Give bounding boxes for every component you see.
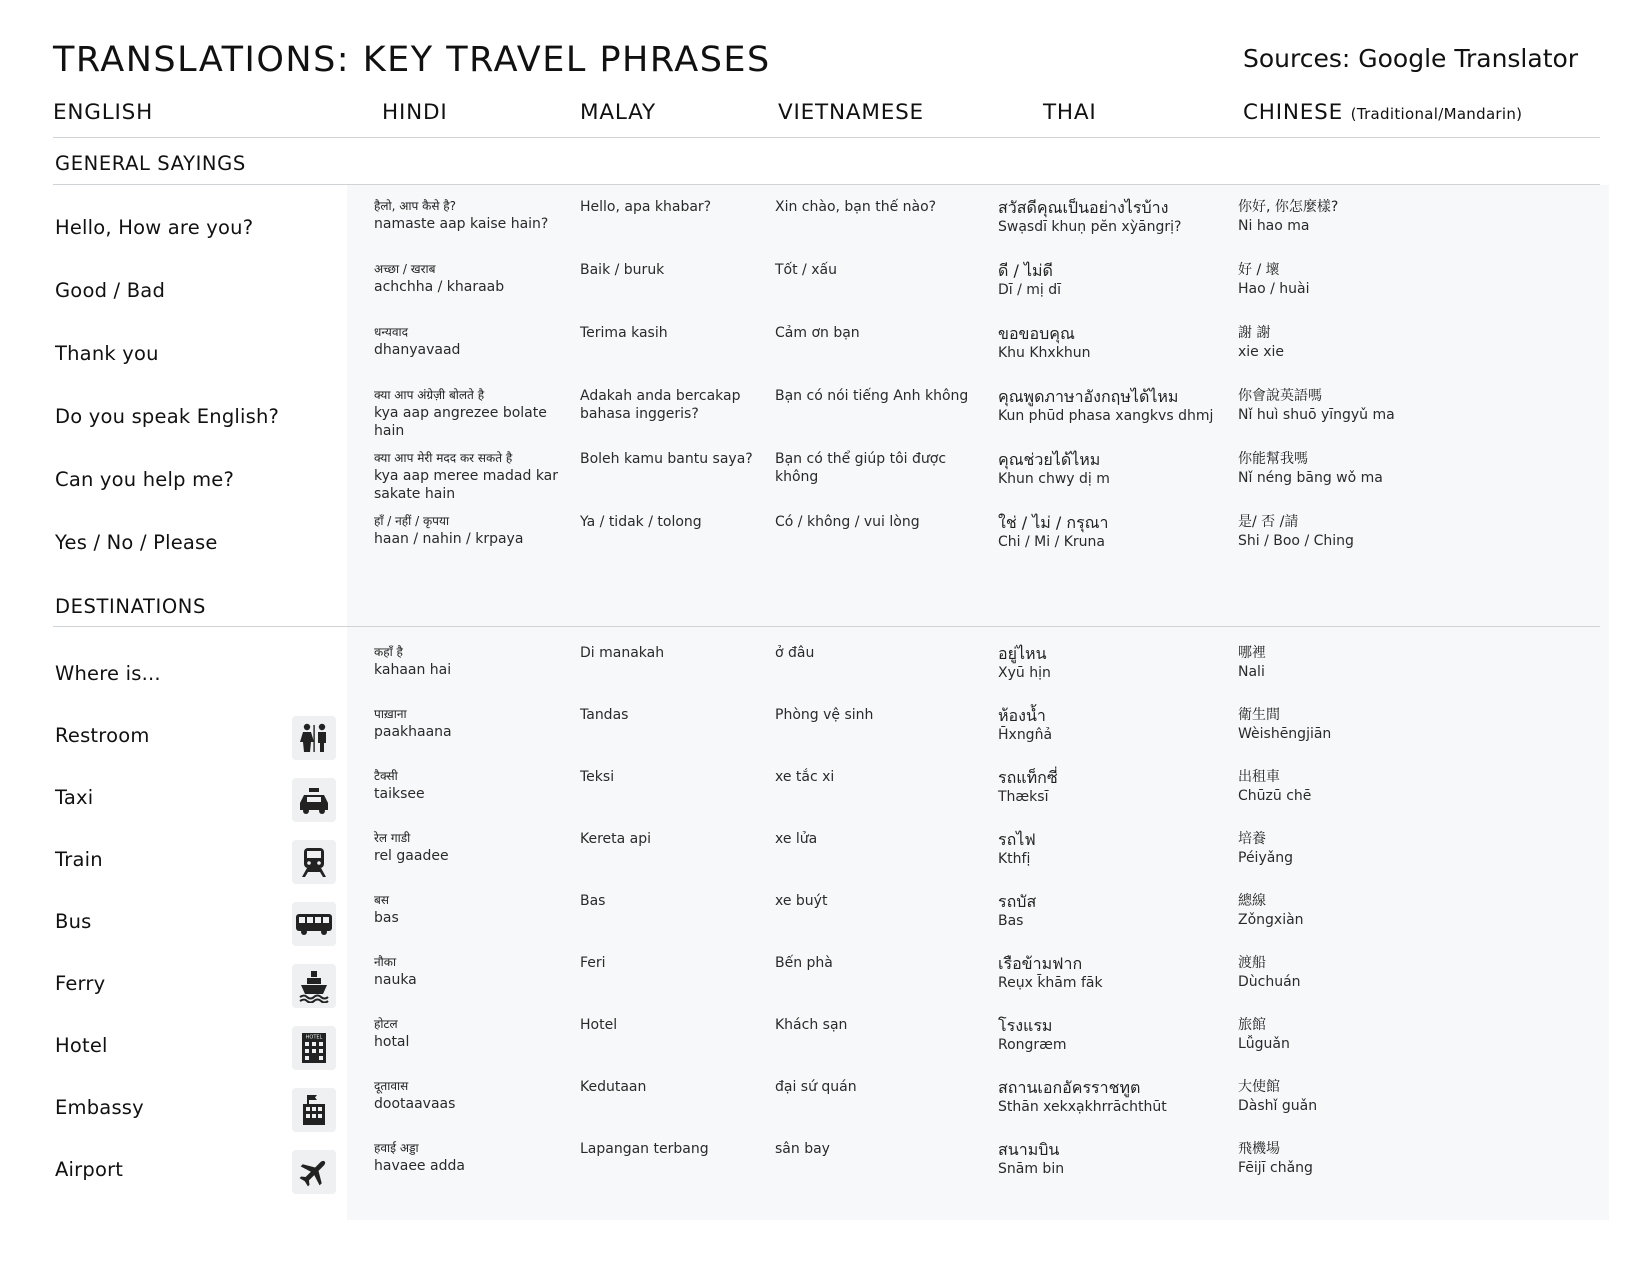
chinese-cell — [1238, 513, 1458, 550]
vietnamese-cell-text: Có / không / vui lòng — [775, 514, 920, 530]
thai-cell — [998, 513, 1223, 551]
thai-cell-native: ขอขอบคุณ — [998, 324, 1075, 343]
hindi-cell — [374, 513, 559, 548]
hindi-cell-text: nauka — [374, 972, 417, 988]
english-phrase: Hello, How are you? — [55, 216, 254, 239]
malay-cell — [580, 830, 760, 848]
malay-cell-text: Kedutaan — [580, 1079, 647, 1095]
thai-cell-text: Thæksī — [998, 789, 1049, 805]
chinese-cell-native: 你能幫我嗎 — [1238, 451, 1308, 467]
vietnamese-cell-text: Phòng vệ sinh — [775, 707, 874, 723]
vietnamese-cell — [775, 387, 975, 405]
table-row — [0, 830, 1650, 890]
english-phrase: Airport — [55, 1158, 124, 1181]
thai-cell-native: ดี / ไม่ดี — [998, 261, 1053, 280]
hindi-cell-text: kya aap angrezee bolate hain — [374, 405, 547, 439]
thai-cell — [998, 892, 1223, 930]
column-header-english: ENGLISH — [53, 100, 154, 125]
thai-cell-text: Kun phūd phasa xangkvs dhmj — [998, 408, 1214, 424]
chinese-cell — [1238, 198, 1458, 235]
thai-cell — [998, 954, 1223, 992]
chinese-cell — [1238, 706, 1458, 743]
vietnamese-cell — [775, 1078, 975, 1096]
airplane-icon — [292, 1150, 336, 1194]
taxi-icon — [292, 778, 336, 822]
vietnamese-cell — [775, 768, 975, 786]
malay-cell — [580, 1016, 760, 1034]
malay-cell-text: Di manakah — [580, 645, 665, 661]
thai-cell-native: อยู่ไหน — [998, 644, 1047, 663]
hindi-cell-text: taiksee — [374, 786, 425, 802]
hindi-cell-native: टैक्सी — [374, 769, 398, 783]
chinese-cell — [1238, 1016, 1458, 1053]
hindi-cell — [374, 768, 559, 803]
table-row — [0, 644, 1650, 704]
section-heading-general: GENERAL SAYINGS — [55, 152, 246, 175]
malay-cell — [580, 954, 760, 972]
chinese-cell-text: xie xie — [1238, 344, 1285, 360]
hindi-cell-native: होटल — [374, 1017, 398, 1031]
thai-cell — [998, 1016, 1223, 1054]
hindi-cell — [374, 1016, 559, 1051]
malay-cell — [580, 198, 760, 216]
chinese-cell-text: Dùchuán — [1238, 974, 1301, 990]
chinese-cell-native: 出租車 — [1238, 769, 1280, 785]
malay-cell-text: Ya / tidak / tolong — [580, 514, 702, 530]
hindi-cell — [374, 892, 559, 927]
thai-cell-text: Snām bin — [998, 1161, 1065, 1177]
english-phrase: Taxi — [55, 786, 94, 809]
sources-label: Sources: — [1243, 44, 1351, 73]
thai-cell-native: สนามบิน — [998, 1140, 1060, 1159]
hindi-cell — [374, 1078, 559, 1113]
chinese-cell — [1238, 954, 1458, 991]
hindi-cell-native: दूतावास — [374, 1079, 409, 1093]
vietnamese-cell-text: xe buýt — [775, 893, 828, 909]
vietnamese-cell-text: Tốt / xấu — [775, 262, 837, 278]
thai-cell-native: สวัสดีคุณเป็นอย่างไรบ้าง — [998, 198, 1169, 217]
chinese-sublabel: (Traditional/Mandarin) — [1350, 105, 1523, 123]
hindi-cell — [374, 954, 559, 989]
malay-cell — [580, 768, 760, 786]
thai-cell-native: รถแท็กซี่ — [998, 768, 1058, 787]
english-phrase: Can you help me? — [55, 468, 235, 491]
chinese-cell-text: Péiyǎng — [1238, 850, 1294, 866]
hindi-cell — [374, 387, 559, 440]
malay-cell — [580, 892, 760, 910]
chinese-cell — [1238, 768, 1458, 805]
vietnamese-cell-text: Cảm ơn bạn — [775, 325, 860, 341]
restroom-icon — [292, 716, 336, 760]
malay-cell — [580, 1078, 760, 1096]
chinese-cell — [1238, 1140, 1458, 1177]
hindi-cell-native: नौका — [374, 955, 397, 969]
thai-cell — [998, 387, 1223, 425]
english-phrase: Yes / No / Please — [55, 531, 218, 554]
chinese-cell — [1238, 892, 1458, 929]
thai-cell-native: โรงแรม — [998, 1016, 1053, 1035]
header-divider — [53, 137, 1600, 138]
malay-cell-text: Bas — [580, 893, 606, 909]
thai-cell-native: ใช่ / ไม่ / กรุณา — [998, 513, 1109, 532]
hindi-cell-text: hotal — [374, 1034, 410, 1050]
hindi-cell-native: क्या आप अंग्रेज़ी बोलते है — [374, 388, 485, 402]
english-phrase: Ferry — [55, 972, 106, 995]
vietnamese-cell-text: ở đâu — [775, 645, 815, 661]
section-divider-destinations — [53, 626, 1600, 627]
embassy-icon — [292, 1088, 336, 1132]
hindi-cell-native: हवाई अड्डा — [374, 1141, 419, 1155]
vietnamese-cell — [775, 706, 975, 724]
thai-cell-text: Swạsdī khuṇ pĕn xỳāngrị? — [998, 219, 1182, 235]
hindi-cell-text: kya aap meree madad kar sakate hain — [374, 468, 559, 502]
english-phrase: Restroom — [55, 724, 150, 747]
vietnamese-cell — [775, 1016, 975, 1034]
chinese-cell-text: Nǐ néng bāng wǒ ma — [1238, 470, 1383, 486]
vietnamese-cell — [775, 892, 975, 910]
chinese-cell-text: Dàshǐ guǎn — [1238, 1098, 1318, 1114]
thai-cell-text: Dī / mị dī — [998, 282, 1062, 298]
vietnamese-cell — [775, 450, 975, 486]
vietnamese-cell-text: Bạn có nói tiếng Anh không — [775, 388, 969, 404]
thai-cell-text: Xyū hịn — [998, 665, 1051, 681]
thai-cell — [998, 450, 1223, 488]
vietnamese-cell — [775, 198, 975, 216]
hindi-cell — [374, 706, 559, 741]
hindi-cell-native: हाँ / नहीं / कृपया — [374, 514, 450, 528]
sources-note — [1243, 44, 1578, 73]
thai-cell-text: Bas — [998, 913, 1024, 929]
hindi-cell-text: bas — [374, 910, 399, 926]
malay-cell — [580, 513, 760, 531]
malay-cell-text: Teksi — [580, 769, 615, 785]
chinese-cell-text: Zǒngxiàn — [1238, 912, 1304, 928]
vietnamese-cell — [775, 830, 975, 848]
thai-cell — [998, 198, 1223, 236]
thai-cell — [998, 706, 1223, 744]
hindi-cell-native: पाख़ाना — [374, 707, 407, 721]
hindi-cell — [374, 1140, 559, 1175]
hindi-cell-text: paakhaana — [374, 724, 452, 740]
chinese-cell-native: 你會說英語嗎 — [1238, 388, 1322, 404]
table-row — [0, 387, 1650, 447]
section-heading-destinations: DESTINATIONS — [55, 595, 206, 618]
malay-cell-text: Boleh kamu bantu saya? — [580, 451, 753, 467]
vietnamese-cell-text: Bến phà — [775, 955, 833, 971]
chinese-cell-native: 你好, 你怎麼樣? — [1238, 199, 1339, 215]
hindi-cell-text: namaste aap kaise hain? — [374, 216, 549, 232]
table-row — [0, 954, 1650, 1014]
thai-cell-native: ห้องน้ำ — [998, 706, 1046, 725]
chinese-label: CHINESE — [1243, 100, 1344, 125]
thai-cell-text: Sthān xekxạkhrrāchthūt — [998, 1099, 1167, 1115]
svg-text:HOTEL: HOTEL — [305, 1034, 323, 1041]
table-row — [0, 1140, 1650, 1200]
vietnamese-cell — [775, 1140, 975, 1158]
vietnamese-cell — [775, 644, 975, 662]
hindi-cell-native: धन्यवाद — [374, 325, 409, 339]
chinese-cell-text: Wèishēngjiān — [1238, 726, 1332, 742]
hindi-cell — [374, 261, 559, 296]
malay-cell-text: Terima kasih — [580, 325, 668, 341]
thai-cell-native: คุณช่วยได้ไหม — [998, 450, 1101, 469]
malay-cell-text: Lapangan terbang — [580, 1141, 709, 1157]
thai-cell — [998, 830, 1223, 868]
chinese-cell — [1238, 324, 1458, 361]
hindi-cell-native: रेल गाडी — [374, 831, 411, 845]
chinese-cell-native: 哪裡 — [1238, 645, 1266, 661]
malay-cell — [580, 450, 760, 468]
vietnamese-cell-text: đại sứ quán — [775, 1079, 857, 1095]
english-phrase: Good / Bad — [55, 279, 166, 302]
hindi-cell-text: dhanyavaad — [374, 342, 461, 358]
thai-cell-native: คุณพูดภาษาอังกฤษได้ไหม — [998, 387, 1179, 406]
chinese-cell-native: 衛生間 — [1238, 707, 1280, 723]
column-header-vietnamese: VIETNAMESE — [778, 100, 924, 125]
thai-cell-text: Khu Khxkhun — [998, 345, 1091, 361]
chinese-cell-text: Nali — [1238, 664, 1265, 680]
english-phrase: Do you speak English? — [55, 405, 280, 428]
chinese-cell — [1238, 1078, 1458, 1115]
chinese-cell-native: 旅館 — [1238, 1017, 1266, 1033]
hindi-cell-native: कहाँ है — [374, 645, 403, 659]
thai-cell — [998, 1140, 1223, 1178]
vietnamese-cell — [775, 261, 975, 279]
thai-cell-text: Reụx k̄hām fāk — [998, 975, 1103, 991]
table-row — [0, 513, 1650, 573]
table-row — [0, 1078, 1650, 1138]
vietnamese-cell — [775, 324, 975, 342]
vietnamese-cell-text: sân bay — [775, 1141, 830, 1157]
malay-cell — [580, 706, 760, 724]
malay-cell — [580, 324, 760, 342]
hindi-cell-native: क्या आप मेरी मदद कर सकते है — [374, 451, 513, 465]
chinese-cell-text: Fēijī chǎng — [1238, 1160, 1313, 1176]
table-row — [0, 198, 1650, 258]
malay-cell — [580, 387, 760, 423]
malay-cell-text: Kereta api — [580, 831, 652, 847]
chinese-cell — [1238, 450, 1458, 487]
thai-cell-native: รถบัส — [998, 892, 1037, 911]
thai-cell-text: Rongræm — [998, 1037, 1067, 1053]
malay-cell-text: Tandas — [580, 707, 629, 723]
column-header-malay: MALAY — [580, 100, 656, 125]
hindi-cell-native: बस — [374, 893, 389, 907]
malay-cell-text: Adakah anda bercakap bahasa inggeris? — [580, 388, 741, 422]
chinese-cell — [1238, 830, 1458, 867]
chinese-cell — [1238, 387, 1458, 424]
chinese-cell-text: Chūzū chē — [1238, 788, 1312, 804]
malay-cell-text: Baik / buruk — [580, 262, 665, 278]
malay-cell — [580, 261, 760, 279]
hotel-icon — [292, 1026, 336, 1070]
vietnamese-cell — [775, 954, 975, 972]
table-row — [0, 768, 1650, 828]
table-row — [0, 261, 1650, 321]
column-header-chinese — [1243, 100, 1522, 125]
hindi-cell — [374, 830, 559, 865]
chinese-cell — [1238, 261, 1458, 298]
hindi-cell-native: अच्छा / खराब — [374, 262, 436, 276]
vietnamese-cell-text: Bạn có thể giúp tôi được không — [775, 451, 947, 485]
english-phrase: Where is... — [55, 662, 161, 685]
chinese-cell-native: 培養 — [1238, 831, 1266, 847]
column-header-thai: THAI — [1043, 100, 1097, 125]
hindi-cell-text: haan / nahin / krpaya — [374, 531, 524, 547]
chinese-cell-text: Hao / huài — [1238, 281, 1310, 297]
bus-icon — [292, 902, 336, 946]
english-phrase: Hotel — [55, 1034, 108, 1057]
sources-value: Google Translator — [1358, 44, 1579, 73]
chinese-cell-text: Shi / Boo / Ching — [1238, 533, 1354, 549]
table-row — [0, 892, 1650, 952]
english-phrase: Embassy — [55, 1096, 144, 1119]
english-phrase: Bus — [55, 910, 92, 933]
hindi-cell-text: dootaavaas — [374, 1096, 456, 1112]
vietnamese-cell — [775, 513, 975, 531]
vietnamese-cell-text: xe tắc xi — [775, 769, 835, 785]
thai-cell-text: Chi / Mi / Kruna — [998, 534, 1106, 550]
thai-cell — [998, 324, 1223, 362]
chinese-cell-native: 謝 謝 — [1238, 325, 1271, 341]
table-row — [0, 1016, 1650, 1076]
table-row — [0, 324, 1650, 384]
vietnamese-cell-text: Xin chào, bạn thế nào? — [775, 199, 937, 215]
malay-cell — [580, 644, 760, 662]
thai-cell-native: เรือข้ามฟาก — [998, 954, 1083, 973]
chinese-cell — [1238, 644, 1458, 681]
hindi-cell-text: kahaan hai — [374, 662, 452, 678]
hindi-cell-native: हैलो, आप कैसे है? — [374, 199, 457, 213]
thai-cell — [998, 1078, 1223, 1116]
malay-cell-text: Hello, apa khabar? — [580, 199, 712, 215]
chinese-cell-native: 好 / 壞 — [1238, 262, 1280, 278]
table-row — [0, 450, 1650, 510]
chinese-cell-native: 渡船 — [1238, 955, 1266, 971]
hindi-cell-text: rel gaadee — [374, 848, 449, 864]
malay-cell — [580, 1140, 760, 1158]
ferry-icon — [292, 964, 336, 1008]
thai-cell — [998, 644, 1223, 682]
thai-cell-text: Kthfị — [998, 851, 1031, 867]
column-header-hindi: HINDI — [382, 100, 448, 125]
chinese-cell-text: Lǚguǎn — [1238, 1036, 1290, 1052]
malay-cell-text: Hotel — [580, 1017, 618, 1033]
vietnamese-cell-text: Khách sạn — [775, 1017, 848, 1033]
table-row — [0, 706, 1650, 766]
vietnamese-cell-text: xe lửa — [775, 831, 818, 847]
thai-cell-text: Khun chwy dị m — [998, 471, 1110, 487]
hindi-cell — [374, 324, 559, 359]
thai-cell-native: รถไฟ — [998, 830, 1036, 849]
chinese-cell-native: 大使館 — [1238, 1079, 1280, 1095]
page-title: TRANSLATIONS: KEY TRAVEL PHRASES — [53, 40, 771, 80]
hindi-cell — [374, 198, 559, 233]
hindi-cell-text: havaee adda — [374, 1158, 465, 1174]
chinese-cell-native: 飛機場 — [1238, 1141, 1280, 1157]
english-phrase: Thank you — [55, 342, 159, 365]
chinese-cell-text: Ni hao ma — [1238, 218, 1310, 234]
chinese-cell-native: 是/ 否 /請 — [1238, 514, 1299, 530]
chinese-cell-text: Nǐ huì shuō yīngyǔ ma — [1238, 407, 1395, 423]
thai-cell-text: H̄xngn̂ả — [998, 727, 1053, 743]
chinese-cell-native: 總線 — [1238, 893, 1266, 909]
hindi-cell-text: achchha / kharaab — [374, 279, 505, 295]
section-divider-general — [53, 184, 1600, 185]
train-icon — [292, 840, 336, 884]
thai-cell — [998, 261, 1223, 299]
thai-cell-native: สถานเอกอัครราชทูต — [998, 1078, 1141, 1097]
malay-cell-text: Feri — [580, 955, 606, 971]
thai-cell — [998, 768, 1223, 806]
hindi-cell — [374, 644, 559, 679]
english-phrase: Train — [55, 848, 103, 871]
hindi-cell — [374, 450, 559, 503]
